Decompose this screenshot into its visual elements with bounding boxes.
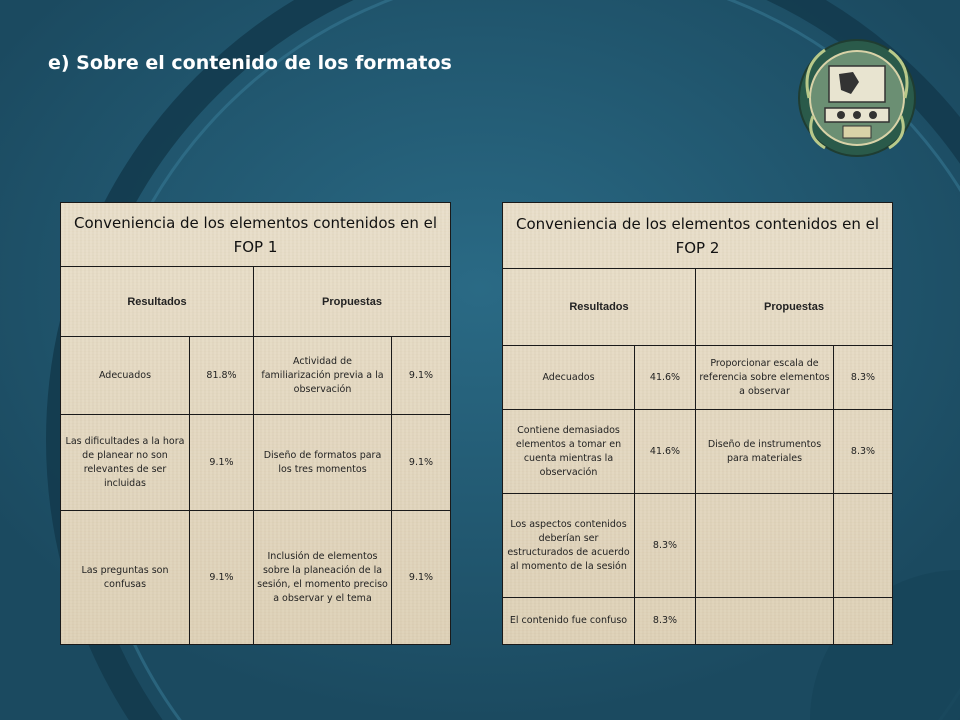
fop2-proposal-pct <box>834 494 893 598</box>
fop2-proposal-label: Diseño de instrumentos para materiales <box>696 410 834 494</box>
fop1-result-label: Las preguntas son confusas <box>61 511 190 645</box>
table-row <box>503 346 893 410</box>
fop2-result-pct: 8.3% <box>635 598 696 645</box>
fop2-proposal-pct <box>834 598 893 645</box>
table-row <box>503 410 893 494</box>
fop1-result-label: Adecuados <box>61 337 190 415</box>
table-row <box>61 337 451 415</box>
fop1-proposal-pct: 9.1% <box>392 511 451 645</box>
slide-title: e) Sobre el contenido de los formatos <box>48 52 452 74</box>
fop1-col-results: Resultados <box>61 267 254 337</box>
fop1-result-pct: 81.8% <box>190 337 254 415</box>
fop2-result-label: Contiene demasiados elementos a tomar en cuenta mientras la observación <box>503 410 635 494</box>
fop2-result-label: Adecuados <box>503 346 635 410</box>
fop1-proposal-pct: 9.1% <box>392 337 451 415</box>
fop2-table <box>502 202 893 645</box>
table-row <box>61 511 451 645</box>
fop1-proposal-label: Actividad de familiarización previa a la observación <box>254 337 392 415</box>
fop1-proposal-label: Diseño de formatos para los tres momentos <box>254 415 392 511</box>
table-row <box>503 598 893 645</box>
table-row <box>503 494 893 598</box>
fop1-result-pct: 9.1% <box>190 511 254 645</box>
fop2-proposal-label <box>696 494 834 598</box>
institution-seal-logo <box>795 36 920 161</box>
fop1-col-proposals: Propuestas <box>254 267 451 337</box>
fop2-col-results: Resultados <box>503 269 696 346</box>
fop1-proposal-label: Inclusión de elementos sobre la planeación de la sesión, el momento preciso a observar y el tema <box>254 511 392 645</box>
fop2-proposal-pct: 8.3% <box>834 410 893 494</box>
fop2-proposal-pct: 8.3% <box>834 346 893 410</box>
table-row <box>61 415 451 511</box>
fop1-table <box>60 202 451 645</box>
fop2-table-title: Conveniencia de los elementos contenidos en el FOP 2 <box>503 203 893 269</box>
fop2-result-label: El contenido fue confuso <box>503 598 635 645</box>
fop2-result-pct: 41.6% <box>635 410 696 494</box>
fop1-proposal-pct: 9.1% <box>392 415 451 511</box>
fop1-table-title: Conveniencia de los elementos contenidos en el FOP 1 <box>61 203 451 267</box>
fop2-col-proposals: Propuestas <box>696 269 893 346</box>
fop2-result-label: Los aspectos contenidos deberían ser estructurados de acuerdo al momento de la sesión <box>503 494 635 598</box>
fop2-result-pct: 8.3% <box>635 494 696 598</box>
fop1-result-pct: 9.1% <box>190 415 254 511</box>
fop2-proposal-label <box>696 598 834 645</box>
fop2-result-pct: 41.6% <box>635 346 696 410</box>
fop2-proposal-label: Proporcionar escala de referencia sobre elementos a observar <box>696 346 834 410</box>
fop1-result-label: Las dificultades a la hora de planear no son relevantes de ser incluidas <box>61 415 190 511</box>
